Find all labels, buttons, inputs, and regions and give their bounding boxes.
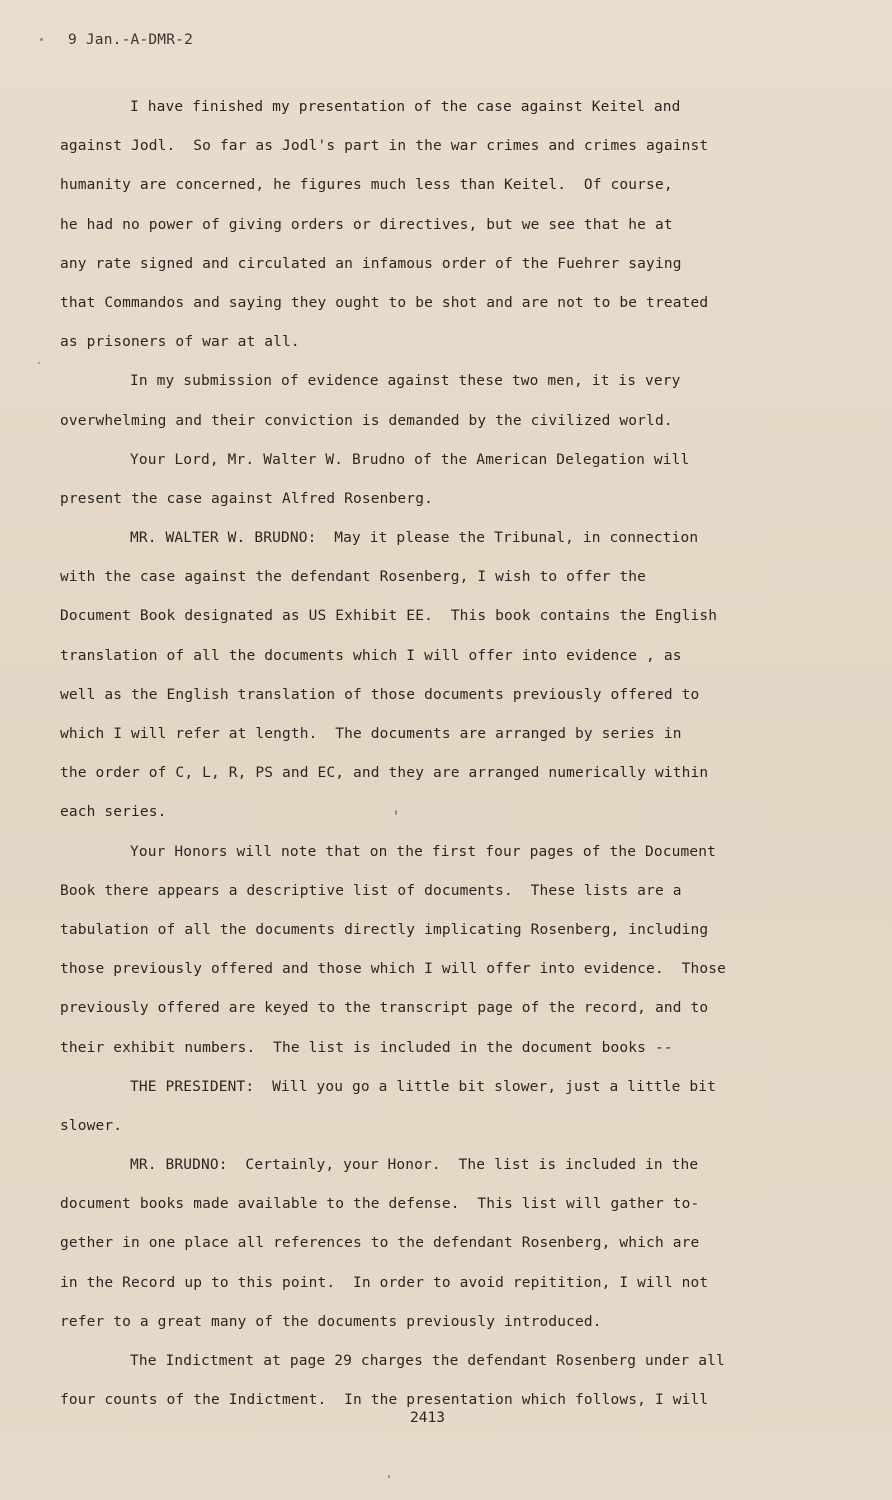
text-line: In my submission of evidence against these two men, it is very [130, 373, 681, 390]
paper-speck [395, 810, 397, 815]
paper-speck [38, 362, 40, 364]
paper-speck [40, 38, 43, 41]
page-header-ref: 9 Jan.-A-DMR-2 [68, 32, 194, 48]
text-line: their exhibit numbers. The list is included in the document books -- [60, 1039, 673, 1056]
text-line: tabulation of all the documents directly implicating Rosenberg, including [60, 921, 709, 938]
text-line: against Jodl. So far as Jodl's part in the war crimes and crimes against [60, 138, 709, 155]
text-line: he had no power of giving orders or directives, but we see that he at [60, 216, 673, 233]
text-line: MR. WALTER W. BRUDNO: May it please the Tribunal, in connection [130, 530, 699, 547]
text-line: well as the English translation of those documents previously offered to [60, 686, 700, 703]
text-line: previously offered are keyed to the transcript page of the record, and to [60, 1000, 709, 1017]
text-line: document books made available to the defense. This list will gather to- [60, 1196, 700, 1213]
text-line: Your Lord, Mr. Walter W. Brudno of the American Delegation will [130, 451, 690, 468]
paper-speck [388, 1475, 390, 1478]
text-line: slower. [60, 1117, 123, 1134]
text-line: any rate signed and circulated an infamous order of the Fuehrer saying [60, 255, 682, 272]
text-line: The Indictment at page 29 charges the defendant Rosenberg under all [130, 1353, 725, 1369]
text-line: that Commandos and saying they ought to be shot and are not to be treated [60, 294, 709, 311]
page-number: 2413 [410, 1410, 445, 1426]
text-line: THE PRESIDENT: Will you go a little bit slower, just a little bit [130, 1078, 717, 1095]
text-line: translation of all the documents which I will offer into evidence , as [60, 647, 682, 664]
text-line: which I will refer at length. The documents are arranged by series in [60, 726, 682, 742]
text-line: refer to a great many of the documents previously introduced. [60, 1313, 602, 1330]
transcript-body [60, 88, 780, 1420]
text-line: I have finished my presentation of the case against Keitel and [130, 99, 681, 115]
text-line: present the case against Alfred Rosenberg. [60, 490, 433, 507]
text-line: in the Record up to this point. In order to avoid repitition, I will not [60, 1274, 709, 1291]
text-line: each series. [60, 804, 167, 821]
text-line: Your Honors will note that on the first four pages of the Document [130, 843, 717, 860]
text-line: overwhelming and their conviction is demanded by the civilized world. [60, 412, 673, 429]
text-line: as prisoners of war at all. [60, 334, 300, 351]
text-line: humanity are concerned, he figures much less than Keitel. Of course, [60, 177, 673, 194]
text-line: four counts of the Indictment. In the presentation which follows, I will [60, 1392, 709, 1409]
text-line: those previously offered and those which I will offer into evidence. Those [60, 961, 726, 978]
text-line: MR. BRUDNO: Certainly, your Honor. The list is included in the [130, 1157, 699, 1174]
text-line: with the case against the defendant Rosenberg, I wish to offer the [60, 569, 647, 586]
text-line: Book there appears a descriptive list of documents. These lists are a [60, 882, 682, 899]
text-line: gether in one place all references to the defendant Rosenberg, which are [60, 1235, 700, 1252]
text-line: Document Book designated as US Exhibit EE. This book contains the English [60, 608, 718, 625]
text-line: the order of C, L, R, PS and EC, and they are arranged numerically within [60, 765, 709, 782]
